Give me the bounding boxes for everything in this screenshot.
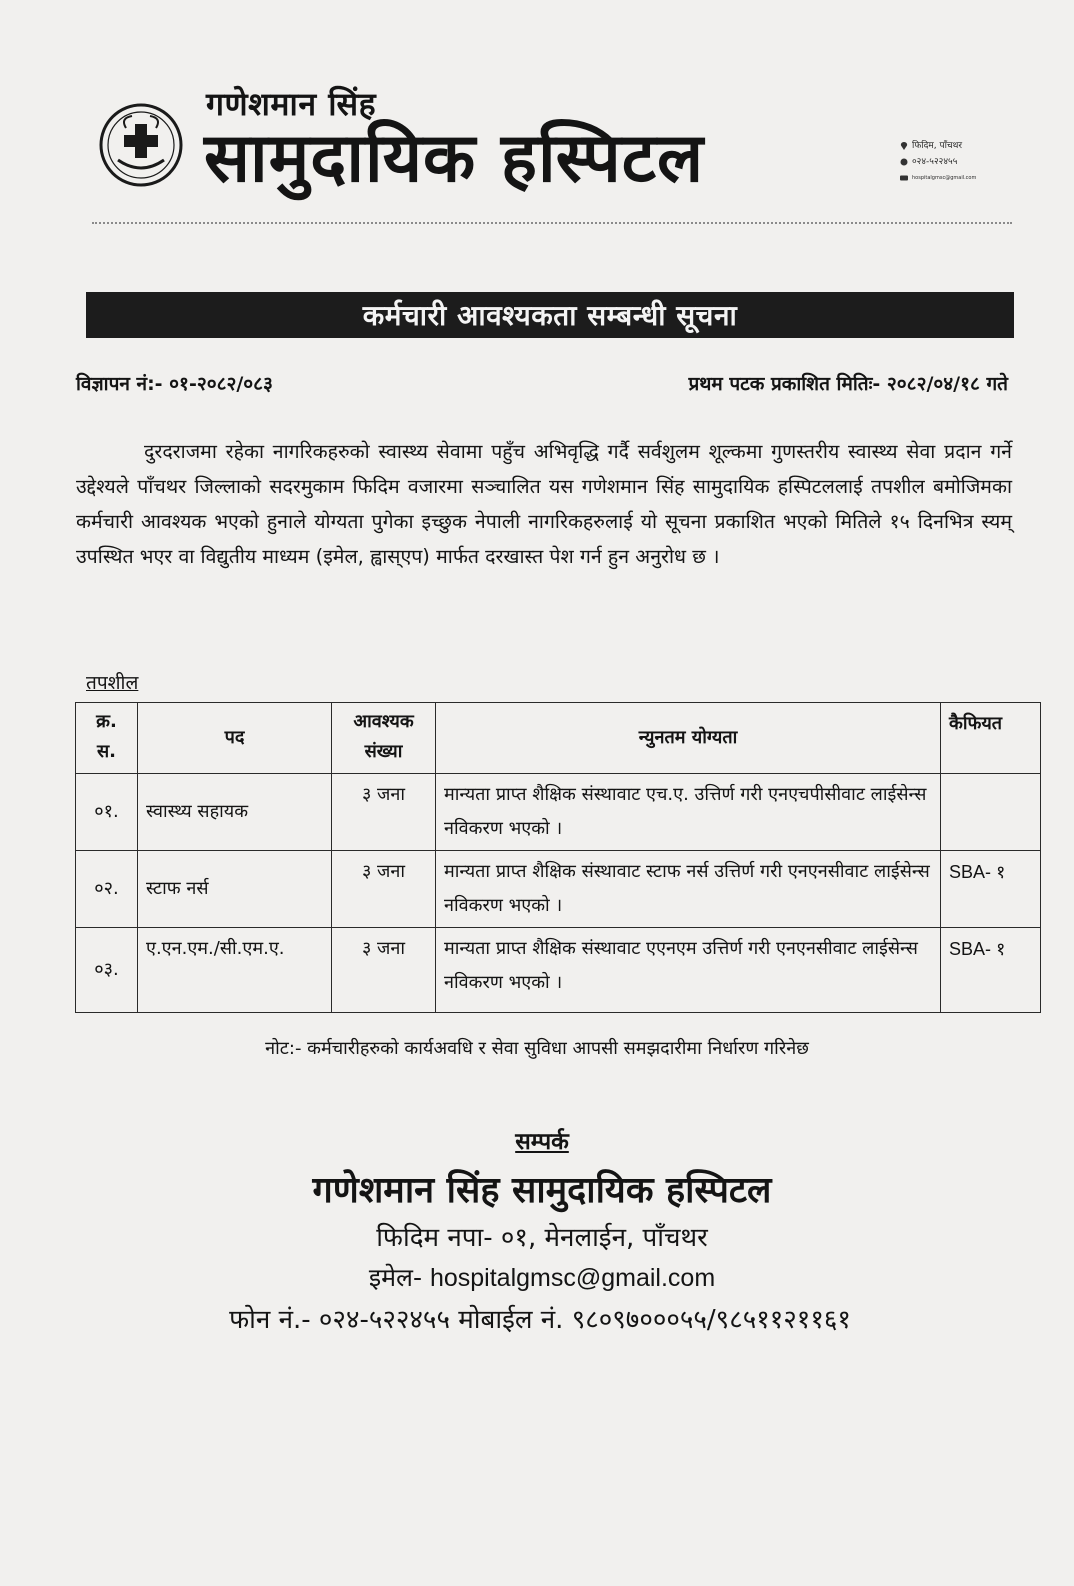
header-serial-line1: क्र. [96,711,117,732]
cell-remarks: SBA- १ [941,928,1041,1013]
letterhead-email [900,170,976,186]
map-pin-icon [900,142,908,150]
header-count-line1: आवश्यक [353,711,414,732]
cell-count: ३ जना [332,928,436,1013]
cell-post: स्वास्थ्य सहायक [138,774,332,851]
header-serial-line2: स. [96,741,116,762]
table-row [76,774,1041,851]
contact-email-link[interactable]: hospitalgmsc@gmail.com [429,1264,716,1292]
letterhead-contact [900,138,976,186]
cell-qualification: मान्यता प्राप्त शैक्षिक संस्थावाट एच.ए. उत्तिर्ण गरी एनएचपीसीवाट लाईसेन्स नविकरण भएको । [436,774,941,851]
cell-serial: ०१. [76,774,138,851]
cell-qualification: मान्यता प्राप्त शैक्षिक संस्थावाट स्टाफ नर्स उत्तिर्ण गरी एनएनसीवाट लाईसेन्स नविकरण भएको । [436,851,941,928]
note-text: नोट:- कर्मचारीहरुको कार्यअवधि र सेवा सुविधा आपसी समझदारीमा निर्धारण गरिनेछ [265,1038,809,1059]
letterhead-location [900,138,976,154]
letterhead-phone-text: ०२४-५२२४५५ [912,157,958,167]
cell-remarks: SBA- १ [941,851,1041,928]
notice-heading: कर्मचारी आवश्यकता सम्बन्धी सूचना [86,292,1014,338]
contact-name: गणेशमान सिंह सामुदायिक हस्पिटल [312,1170,772,1211]
cell-serial: ०३. [76,928,138,1013]
ad-number: विज्ञापन नं:- ०१-२०८२/०८३ [76,373,273,395]
contact-email-label: इमेल- [368,1263,423,1292]
header-count-line2: संख्या [364,741,403,762]
notice-body: दुरदराजमा रहेका नागरिकहरुको स्वास्थ्य सेवामा पहुँच अभिवृद्धि गर्दै सर्वशुलम शूल्कमा गुणस्तरीय स्वास्थ्य सेवा प्रदान गर्ने उद्देश्यले पाँचथर जिल्लाको सदरमुकाम फिदिम वजारमा सञ्चालित यस गणेशमान सिंह सामुदायिक हस्पिटललाई तपशील बमोजिमका कर्मचारी आवश्यक भएको हुनाले योग्यता पुगेका इच्छुक नेपाली नागरिकहरुलाई यो सूचना प्रकाशित भएको मितिले १५ दिनभित्र स्यम् उपस्थित भएर वा विद्युतीय माध्यम (इमेल, ह्वास्एप) मार्फत दरखास्त पेश गर्न हुन अनुरोध छ । [76,440,1012,568]
contact-phone: फोन नं.- ०२४-५२२४५५ मोबाईल नं. ९८०९७०००५५/९८५११२११६१ [229,1305,851,1335]
letterhead-location-text: फिदिम, पाँचथर [912,141,963,151]
hospital-logo [98,102,184,188]
phone-icon [900,158,908,166]
header-serial [76,703,138,774]
letterhead-divider [92,222,1012,224]
cell-qualification: मान्यता प्राप्त शैक्षिक संस्थावाट एएनएम उत्तिर्ण गरी एनएनसीवाट लाईसेन्स नविकरण भएको । [436,928,941,1013]
table-caption: तपशील [86,672,139,694]
mail-icon [900,174,908,182]
letterhead-phone [900,154,976,170]
published-date: प्रथम पटक प्रकाशित मितिः- २०८२/०४/१८ गते [688,373,1008,395]
header-post: पद [138,703,332,774]
hospital-subtitle: गणेशमान सिंह [206,85,377,123]
cell-post: ए.एन.एम./सी.एम.ए. [138,928,332,1013]
header-qualification: न्युनतम योग्यता [436,703,941,774]
cell-remarks [941,774,1041,851]
contact-email [0,1260,1074,1294]
vacancy-table [75,702,1041,1013]
table-row [76,928,1041,1013]
contact-heading: सम्पर्क [515,1129,569,1155]
table-row [76,851,1041,928]
header-remarks: कैफियत [941,703,1041,774]
cell-count: ३ जना [332,851,436,928]
cell-post: स्टाफ नर्स [138,851,332,928]
cell-serial: ०२. [76,851,138,928]
table-header-row [76,703,1041,774]
contact-address: फिदिम नपा- ०१, मेनलाईन, पाँचथर [376,1223,708,1253]
letterhead-email-text: hospitalgmsc@gmail.com [912,175,977,181]
hospital-title: सामुदायिक हस्पिटल [204,119,705,198]
cell-count: ३ जना [332,774,436,851]
header-count [332,703,436,774]
